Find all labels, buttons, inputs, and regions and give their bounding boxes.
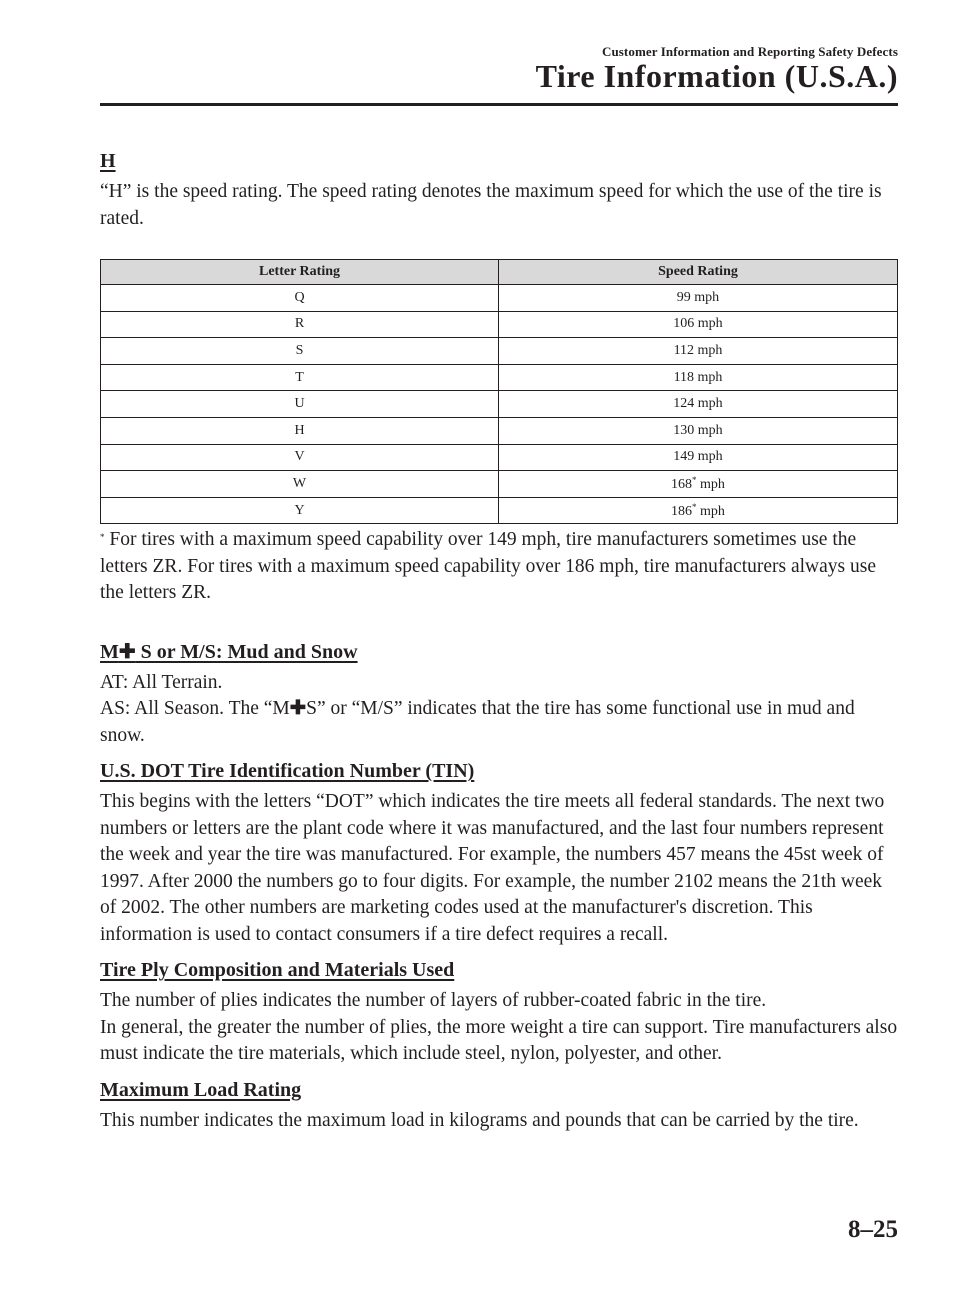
letter-cell: W [101, 471, 499, 498]
all-season-paragraph [100, 696, 898, 749]
speed-cell: 118 mph [499, 364, 898, 391]
header-rule [100, 103, 898, 106]
table-row [101, 471, 898, 498]
table-footnote [100, 524, 898, 607]
table-row [101, 311, 898, 338]
page-title: Tire Information (U.S.A.) [535, 58, 898, 94]
letter-cell: R [101, 311, 499, 338]
table-row [101, 285, 898, 312]
letter-cell: Q [101, 285, 499, 312]
table-row [101, 391, 898, 418]
speed-cell: 124 mph [499, 391, 898, 418]
speed-rating-table [100, 259, 898, 524]
letter-cell: Y [101, 497, 499, 524]
plus-icon: ✚ [289, 698, 307, 720]
column-header-speed: Speed Rating [499, 260, 898, 285]
table-row [101, 417, 898, 444]
max-load-paragraph: This number indicates the maximum load in kilograms and pounds that can be carried by the tire. [100, 1109, 859, 1131]
letter-cell: V [101, 444, 499, 471]
all-season-post: S” or “M/S” indicates that the tire has some functional use in mud and snow. [100, 698, 855, 746]
all-season-pre: AS: All Season. The “M [100, 698, 290, 720]
speed-cell [499, 497, 898, 524]
letter-cell: U [101, 391, 499, 418]
speed-unit: mph [696, 476, 725, 492]
table-row [101, 364, 898, 391]
letter-cell: T [101, 364, 499, 391]
footnote-mark: * [100, 532, 105, 543]
footnote-mark: * [692, 501, 697, 512]
ply-line-1: The number of plies indicates the number of layers of rubber-coated fabric in the tire. [100, 990, 767, 1012]
letter-cell: S [101, 338, 499, 365]
speed-cell: 130 mph [499, 417, 898, 444]
speed-value: 168 [671, 476, 693, 492]
heading-ply-composition: Tire Ply Composition and Materials Used [100, 959, 455, 982]
table-row [101, 497, 898, 524]
heading-mud-snow-m: M [100, 640, 119, 663]
heading-h: H [100, 150, 116, 172]
page-content [100, 150, 898, 1134]
table-row [101, 444, 898, 471]
speed-value: 186 [671, 503, 693, 519]
speed-unit: mph [696, 503, 725, 519]
letter-cell: H [101, 417, 499, 444]
table-row [101, 338, 898, 365]
dot-tin-paragraph: This begins with the letters “DOT” which indicates the tire meets all federal standards. The next two numbers or letters are the plant code where it was manufactured, and the last four numbers represent the week and year the tire was manufactured. For example, the numbers 457 means the 45st week of 1997. After 2000 the numbers go to four digits. For example, the number 2102 means the 21th week of 2002. The other numbers are marketing codes used at the manufacturer's discretion. This information is used to contact consumers if a tire defect requires a recall. [100, 791, 885, 945]
speed-cell: 106 mph [499, 311, 898, 338]
heading-dot-tin: U.S. DOT Tire Identification Number (TIN) [100, 760, 475, 783]
speed-cell [499, 471, 898, 498]
chapter-label: Customer Information and Reporting Safety Defects [601, 44, 898, 59]
column-header-letter: Letter Rating [101, 260, 499, 285]
footnote-text: For tires with a maximum speed capability over 149 mph, tire manufacturers sometimes use the letters ZR. For tires with a maximum speed capability over 186 mph, tire manufacturers always use the letters ZR. [100, 529, 877, 604]
speed-cell: 112 mph [499, 338, 898, 365]
table-header-row [101, 260, 898, 285]
page-number: 8–25 [848, 1216, 898, 1243]
heading-mud-snow-rest: S or M/S: Mud and Snow [135, 640, 358, 663]
speed-rating-paragraph: “H” is the speed rating. The speed rating denotes the maximum speed for which the use of the tire is rated. [100, 181, 882, 229]
heading-max-load: Maximum Load Rating [100, 1078, 302, 1101]
speed-cell: 99 mph [499, 285, 898, 312]
speed-cell: 149 mph [499, 444, 898, 471]
heading-mud-snow [100, 639, 898, 664]
all-terrain-line: AT: All Terrain. [100, 671, 223, 693]
plus-icon: ✚ [118, 640, 136, 663]
footnote-mark: * [692, 474, 697, 485]
ply-line-2: In general, the greater the number of plies, the more weight a tire can support. Tire manufacturers also must indicate the tire materials, which include steel, nylon, polyester, and other. [100, 1016, 898, 1065]
